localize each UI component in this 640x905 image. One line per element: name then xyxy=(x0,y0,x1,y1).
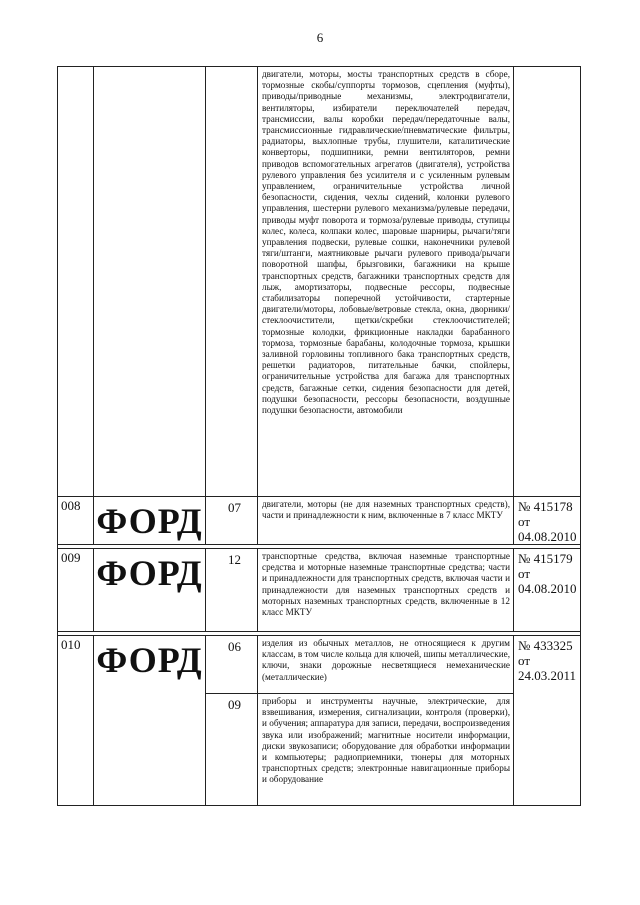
class-number: 06 xyxy=(206,636,258,694)
class-number: 07 xyxy=(206,497,258,545)
table-row xyxy=(58,636,581,694)
goods-list: приборы и инструменты научные, электрические, для взвешивания, измерения, сигнализации, контроля (проверки), и обучения; аппаратура для записи, передачи, воспроизведения звука или изображений; магнитные носители информации, диски звукозаписи; оборудование для обработки информации и компьютеры; радиоприемники, тюнеры для моторных транспортных средств; электронные навигационные приборы и оборудование xyxy=(258,694,514,806)
row-number xyxy=(58,67,94,497)
table-row xyxy=(58,549,581,632)
table-row xyxy=(58,67,581,497)
goods-list: изделия из обычных металлов, не относящиеся к другим классам, в том числе кольца для ключей, шипы металлические, ключи, знаки дорожные несветящиеся немеханические (металлические) xyxy=(258,636,514,694)
registration-number: № 415178 от 04.08.2010 xyxy=(514,497,581,545)
goods-list: двигатели, моторы, мосты транспортных средств в сборе, тормозные скобы/суппорты тормозов, сцепления (муфты), приводы/приводные механизмы, электродвигатели, вентиляторы, избиратели переключателей передач, трансмиссии, валы коробки передач/передаточные валы, трансмиссионные гидравлические/пневматические фильтры, радиаторы, выхлопные трубы, глушители, каталитические конверторы, подшипники, ремни вентиляторов, ремни приводов вспомогательных агрегатов (двигателя), устройства рулевого управления без усилителя и с усиленным рулевым управлением, ограничительные устройства личной безопасности, сидения, чехлы сидений, колонки рулевого управления, шестерни рулевого механизма/рулевые передачи, приводы муфт поворота и тормоза/рулевые приводы, ступицы колес, колеса, колпаки колес, шаровые шарниры, рычаги/тяги управления подвески, рулевые сошки, наконечники рулевой тяги/штанги, маятниковые рычаги рулевого привода/рычаги поворотной шапфы, брызговики, багажники на крыше транспортных средств, багажники транспортных средств для лыж, амортизаторы, подвесные рессоры, подвесные стабилизаторы поперечной устойчивости, стартерные двигатели/моторы, лобовые/ветровые стекла, окна, дворники/стеклоочистители, щетки/скребки стеклоочистителей; тормозные колодки, фрикционные накладки барабанного тормоза, тормозные барабаны, колодочные тормоза, крышки заливной горловины топливного бака транспортных средств, решетки радиаторов, питательные бачки, спойлеры, ограничительные устройства для багажа для транспортных средств, багажные сетки, сидения безопасности для детей, подушки безопасности, рессоры безопасности, воздушные подушки безопасности, автомобили xyxy=(258,67,514,497)
goods-list: двигатели, моторы (не для наземных транспортных средств), части и принадлежности к ним, включенные в 7 класс МКТУ xyxy=(258,497,514,545)
class-number xyxy=(206,67,258,497)
class-number: 09 xyxy=(206,694,258,806)
row-number: 009 xyxy=(58,549,94,632)
trademark-word: ФОРД xyxy=(94,549,206,632)
trademark-word: ФОРД xyxy=(94,636,206,806)
registration-number: № 415179 от 04.08.2010 xyxy=(514,549,581,632)
row-number: 008 xyxy=(58,497,94,545)
page-number: 6 xyxy=(316,30,324,45)
class-number: 12 xyxy=(206,549,258,632)
registration-number: № 433325 от 24.03.2011 xyxy=(514,636,581,806)
registration-number xyxy=(514,67,581,497)
row-number: 010 xyxy=(58,636,94,806)
trademark-word: ФОРД xyxy=(94,497,206,545)
trademark-table xyxy=(57,66,581,806)
table-row xyxy=(58,497,581,545)
goods-list: транспортные средства, включая наземные транспортные средства и моторные наземные транспортные средства; части и принадлежности для транспортных средств, включая части и принадлежности для наземных транспортных средств и моторных наземных транспортных средств, включенные в 12 класс МКТУ xyxy=(258,549,514,632)
trademark-word xyxy=(94,67,206,497)
